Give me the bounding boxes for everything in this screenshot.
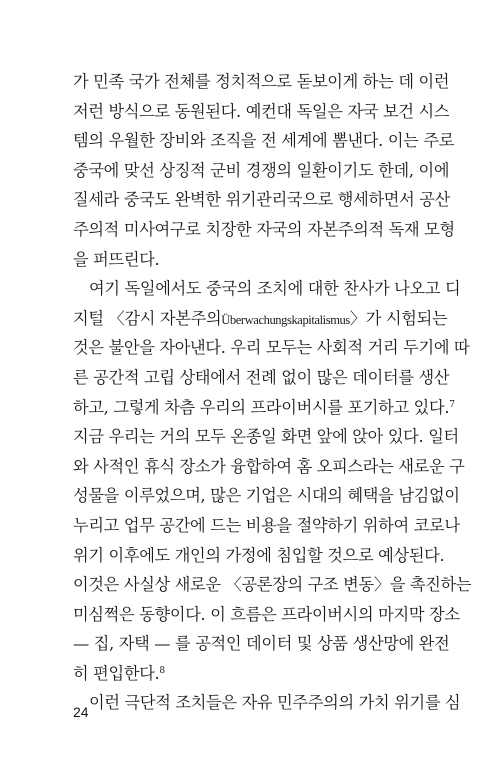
- page-number: 24: [73, 704, 89, 720]
- text-line: 을 퍼뜨린다.: [73, 249, 160, 269]
- text-line: 미심쩍은 동향이다. 이 흐름은 프라이버시의 마지막 장소: [73, 604, 460, 624]
- text-line: 중국에 맞선 상징적 군비 경쟁의 일환이기도 한데, 이에: [73, 160, 450, 180]
- text-line: [73, 659, 429, 689]
- text-line: 위기 이후에도 개인의 가정에 침입할 것으로 예상된다.: [73, 545, 445, 565]
- foreign-term: Überwachungskapitalismus: [221, 312, 350, 327]
- paragraph-start-line: 이런 극단적 조치들은 자유 민주주의의 가치 위기를 심: [89, 693, 461, 713]
- paragraph-start-line: 여기 독일에서도 중국의 조치에 대한 찬사가 나오고 디: [89, 279, 461, 299]
- text-segment: 지털 〈감시 자본주의: [73, 308, 222, 328]
- text-segment: 〉가 시험되는: [349, 308, 448, 328]
- text-line: [73, 304, 448, 334]
- text-line: [73, 393, 455, 423]
- text-line: 가 민족 국가 전체를 정치적으로 돋보이게 하는 데 이런: [73, 72, 450, 91]
- footnote-marker: 8: [159, 665, 165, 676]
- text-line: 지금 우리는 거의 모두 온종일 화면 앞에 앉아 있다. 일터: [73, 427, 459, 447]
- text-line: 와 사적인 휴식 장소가 융합하여 홈 오피스라는 새로운 구: [73, 456, 465, 476]
- text-line: 성물을 이루었으며, 많은 기업은 시대의 혜택을 남김없이: [73, 486, 460, 506]
- text-line: 질세라 중국도 완벽한 위기관리국으로 행세하면서 공산: [73, 190, 450, 210]
- text-line: 템의 우월한 장비와 조직을 전 세계에 뽐낸다. 이는 주로: [73, 131, 455, 151]
- text-line: 것은 불안을 자아낸다. 우리 모두는 사회적 거리 두기에 따: [73, 338, 470, 358]
- body-text: [73, 67, 472, 718]
- footnote-marker: 7: [449, 399, 455, 410]
- text-line: — 집, 자택 — 를 공적인 데이터 및 상품 생산망에 완전: [73, 634, 450, 654]
- text-line: 저런 방식으로 동원된다. 예컨대 독일은 자국 보건 시스: [73, 101, 450, 121]
- text-line: 누리고 업무 공간에 드는 비용을 절약하기 위하여 코로나: [73, 515, 460, 535]
- text-segment: 히 편입한다.: [73, 663, 160, 683]
- text-segment: 하고, 그렇게 차츰 우리의 프라이버시를 포기하고 있다.: [73, 397, 450, 417]
- text-line: 주의적 미사여구로 치장한 자국의 자본주의적 독재 모형: [73, 219, 455, 239]
- text-line: 이것은 사실상 새로운 〈공론장의 구조 변동〉을 촉진하는: [73, 575, 472, 595]
- text-line: 른 공간적 고립 상태에서 전례 없이 많은 데이터를 생산: [73, 367, 450, 387]
